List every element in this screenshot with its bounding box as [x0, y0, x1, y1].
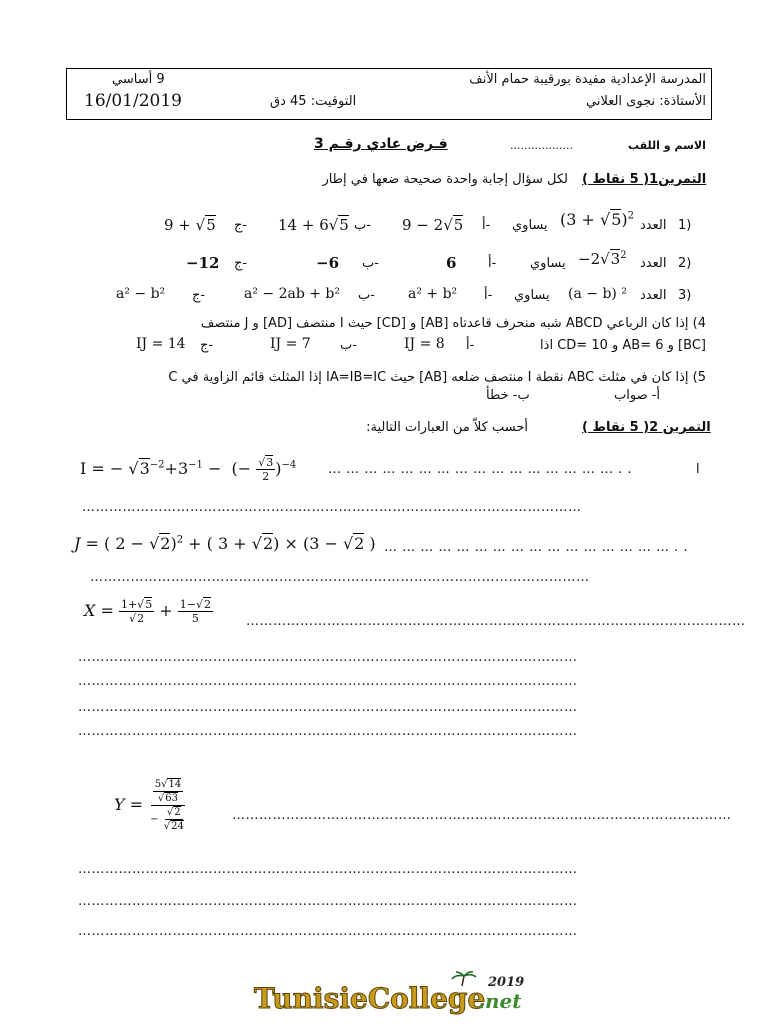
q2-expression: $-2√3^2$	[578, 250, 627, 268]
q1-option-a: 9 − 2√5	[402, 216, 464, 234]
q1-option-b: 14 + 6√5	[278, 216, 349, 234]
tunisiecollege-logo	[250, 972, 530, 1016]
exercise2-title: التمرين 2( 5 نقاط )	[582, 420, 711, 435]
q1-b-label: ب-	[354, 218, 371, 233]
q1-expression: $(3 + √5)^2$	[560, 210, 635, 229]
q1-option-c: 9 + √5	[164, 216, 216, 234]
expression-I: I = − $√3^{-2}+3^{-1}$ − (− $\frac{√3}{2}$ )$^{-4}$	[80, 456, 297, 483]
exam-date: 16/01/2019	[84, 91, 182, 111]
q2-a-label: أ-	[488, 256, 497, 271]
logo-year: 2019	[488, 975, 525, 990]
q4-a-label: أ-	[466, 338, 475, 353]
X-answer-line-3: …………………………………………………………………………………………………	[78, 700, 578, 715]
q3-option-a: a² + b²	[408, 286, 458, 302]
q1-c-label: ج-	[234, 218, 248, 233]
q5-line1: 5) إذا كان في مثلث ABC نقطة I منتصف ضلعه [AB] حيث IA=IB=IC إذا المثلث قائم الزاوية في C	[168, 370, 706, 385]
Y-answer-line-1: …………………………………………………………………………………………………	[78, 862, 578, 877]
expression-X: X = $\frac{1+√5}{√2}$ + $\frac{1-√2}{5}$	[84, 598, 212, 625]
X-answer-line-1: …………………………………………………………………………………………………	[78, 650, 578, 665]
teacher-name: الأستاذة: نجوى العلاني	[585, 94, 706, 109]
exercise1-instruction: لكل سؤال إجابة واحدة صحيحة ضعها في إطار	[322, 172, 568, 187]
Y-answer-line-2: …………………………………………………………………………………………………	[78, 894, 578, 909]
expression-J: J = ( 2 − √2)$^2$ + ( 3 + √2) × (3 − √2 )	[74, 534, 376, 553]
q2-verb: يساوي	[530, 256, 566, 271]
q3-b-label: ب-	[358, 288, 375, 303]
q4-b-label: ب-	[340, 338, 357, 353]
q4-option-b: IJ = 7	[270, 336, 311, 352]
q2-num: 2)	[678, 256, 692, 271]
q2-c-label: ج-	[234, 256, 248, 271]
test-title: فـرض عادي رقـم 3	[314, 136, 448, 152]
Y-answer-line-3: …………………………………………………………………………………………………	[78, 924, 578, 939]
q5-option-a: أ- صواب	[614, 388, 661, 403]
q1-label: العدد	[640, 218, 667, 233]
q3-label: العدد	[640, 288, 667, 303]
I-answer-dots: … … … … … … … … … … … … … … … … . .	[328, 462, 633, 477]
q3-a-label: أ-	[484, 288, 493, 303]
J-label: J	[74, 534, 81, 553]
q2-option-a: 6	[446, 254, 457, 272]
Y-answer-dots: …………………………………………………………………………………………………	[232, 808, 732, 823]
q1-num: 1)	[678, 218, 692, 233]
q2-option-c: −12	[186, 254, 220, 272]
q3-option-c: a² − b²	[116, 286, 166, 302]
logo-suffix: .net	[478, 989, 522, 1013]
class-level: 9 أساسي	[112, 72, 165, 87]
X-answer-dots: …………………………………………………………………………………………………	[246, 614, 746, 629]
q1-verb: يساوي	[512, 218, 548, 233]
I-label: I	[80, 459, 87, 478]
I-answer-line: …………………………………………………………………………………………………	[82, 500, 582, 515]
q4-option-a: IJ = 8	[404, 336, 445, 352]
X-label: X	[84, 601, 96, 620]
q2-label: العدد	[640, 256, 667, 271]
q2-option-b: −6	[316, 254, 340, 272]
q3-expression: (a − b) ²	[568, 286, 627, 302]
J-answer-line: …………………………………………………………………………………………………	[90, 570, 590, 585]
exercise2-instruction: أحسب كلاّ من العبارات التالية:	[366, 420, 528, 435]
name-label: الاسم و اللقب	[628, 139, 706, 152]
q3-num: 3)	[678, 288, 692, 303]
q3-option-b: a² − 2ab + b²	[244, 286, 341, 302]
q5-option-b: ب- خطأ	[486, 388, 530, 403]
logo-main-text: TunisieCollege	[254, 982, 486, 1015]
name-dots: ..................	[510, 139, 573, 152]
Y-label: Y	[114, 795, 125, 814]
school-name: المدرسة الإعدادية مفيدة بورقيبة حمام الأنف	[469, 72, 706, 87]
q3-c-label: ج-	[192, 288, 206, 303]
q1-a-label: أ-	[482, 218, 491, 233]
q3-verb: يساوي	[514, 288, 550, 303]
expression-Y: Y = $\frac{5√14}{√63}$ − $\frac{√2}{√24}$	[114, 779, 184, 832]
q4-line1: 4) إذا كان الرباعي ABCD شبه منحرف قاعدتاه [AB] و [CD] حيث I منتصف [AD] و J منتصف	[200, 316, 706, 331]
duration: التوقيت: 45 دق	[270, 94, 357, 109]
X-answer-line-2: …………………………………………………………………………………………………	[78, 674, 578, 689]
X-answer-line-4: …………………………………………………………………………………………………	[78, 724, 578, 739]
q4-option-c: IJ = 14	[136, 336, 186, 352]
exercise1-title: التمرين1( 5 نقاط )	[582, 172, 707, 187]
J-answer-dots: … … … … … … … … … … … … … … … … . .	[384, 540, 689, 555]
q4-c-label: ج-	[200, 338, 214, 353]
item-marker-I: ا	[696, 462, 700, 477]
q2-b-label: ب-	[362, 256, 379, 271]
q4-line2: [BC] و AB= 6 و CD= 10 اذا	[540, 338, 706, 353]
